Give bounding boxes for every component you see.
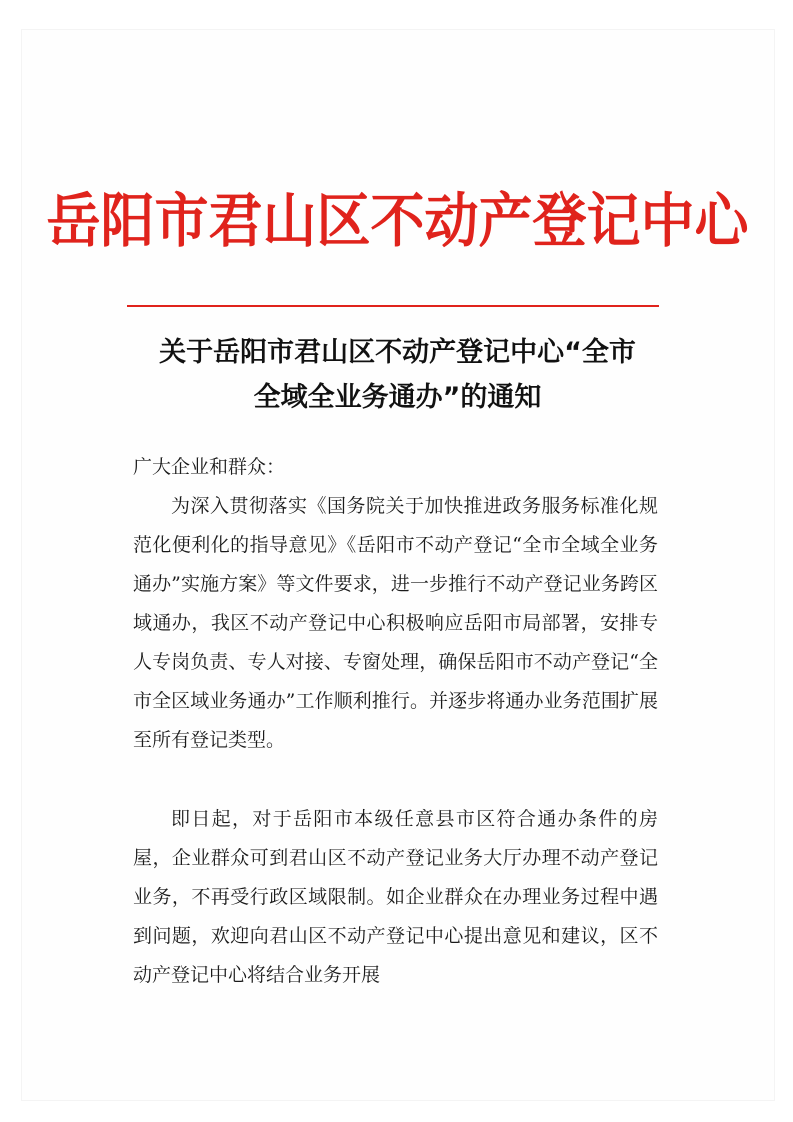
notice-title (110, 330, 685, 420)
body-paragraph-1: 为深入贯彻落实《国务院关于加快推进政务服务标准化规范化便利化的指导意见》《岳阳市不动产登记“全市全域全业务通办”实施方案》等文件要求，进一步推行不动产登记业务跨区域通办，我区不动产登记中心积极响应岳阳市局部署，安排专人专岗负责、专人对接、专窗处理，确保岳阳市不动产登记“全市全区域业务通办”工作顺利推行。并逐步将通办业务范围扩展至所有登记类型。 (133, 495, 658, 751)
notice-title-line-2: 全域全业务通办”的通知 (253, 382, 542, 413)
red-divider-line (127, 305, 659, 307)
notice-title-line-1: 关于岳阳市君山区不动产登记中心“全市 (159, 337, 636, 368)
masthead-organization: 岳阳市君山区不动产登记中心 (46, 185, 749, 255)
salutation: 广大企业和群众： (133, 456, 286, 478)
body-paragraph-2: 即日起，对于岳阳市本级任意县市区符合通办条件的房屋，企业群众可到君山区不动产登记业务大厅办理不动产登记业务，不再受行政区域限制。如企业群众在办理业务过程中遇到问题，欢迎向君山区不动产登记中心提出意见和建议，区不动产登记中心将结合业务开展 (133, 808, 658, 986)
